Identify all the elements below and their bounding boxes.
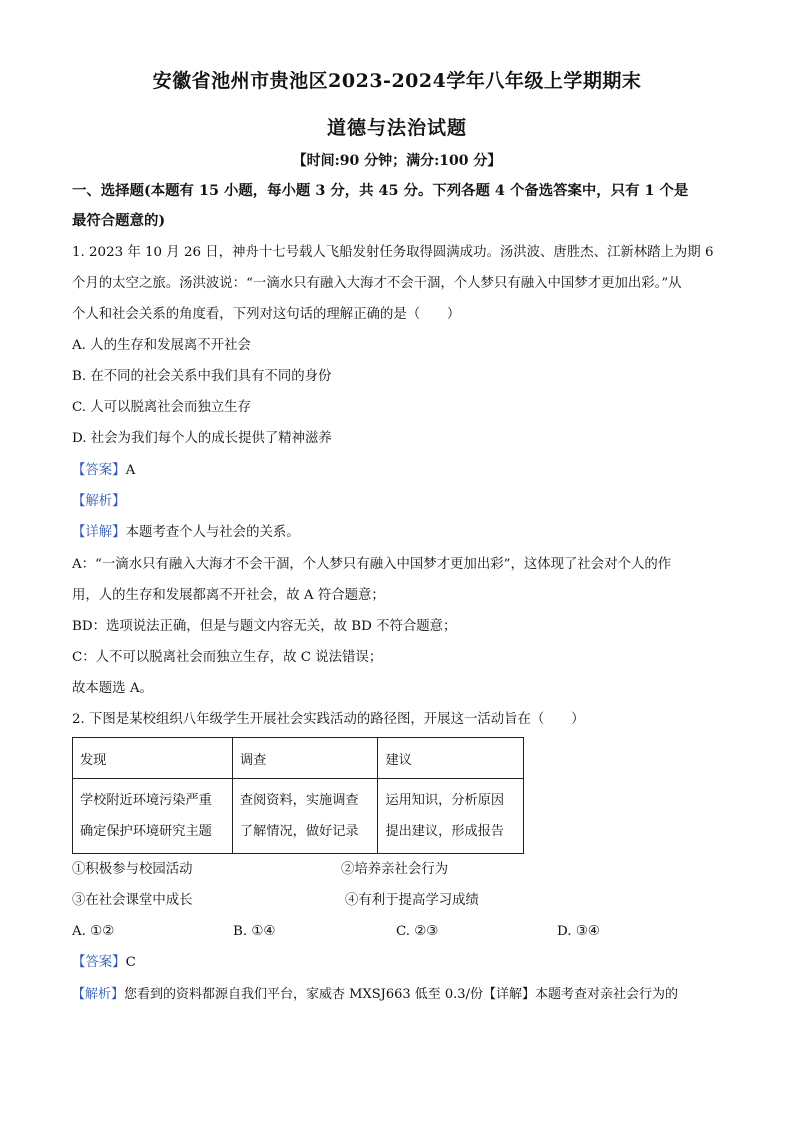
page-subtitle: 道德与法治试题 xyxy=(326,117,467,139)
q2-item-2: ②培养亲社会行为 xyxy=(341,862,449,877)
q1-option-c: C. 人可以脱离社会而独立生存 xyxy=(72,400,251,415)
cell-line: 提出建议，形成报告 xyxy=(385,824,505,839)
activity-route-table xyxy=(72,737,524,854)
answer-tag: 【答案】 xyxy=(72,463,126,478)
q1-explanation: BD：选项说法正确，但是与题文内容无关，故 BD 不符合题意； xyxy=(72,619,457,634)
table-header: 发现 xyxy=(73,738,233,779)
table-cell xyxy=(73,779,233,854)
q1-analysis-tag xyxy=(72,492,732,512)
q2-analysis xyxy=(72,985,732,1005)
q2-item-1: ①积极参与校园活动 xyxy=(72,862,193,877)
answer-value: C xyxy=(125,955,136,970)
q1-answer xyxy=(72,461,732,481)
q1-stem: 1. 2023 年 10 月 26 日，神舟十七号载人飞船发射任务取得圆满成功。汤洪波、唐胜杰、江新林踏上为期 6 xyxy=(72,245,714,260)
q2-stem: 2. 下图是某校组织八年级学生开展社会实践活动的路径图，开展这一活动旨在（ ） xyxy=(72,712,585,727)
analysis-tag: 【解析】 xyxy=(72,987,125,1002)
q2-choice-b: B. ①④ xyxy=(233,924,276,939)
answer-tag: 【答案】 xyxy=(72,955,126,970)
q2-item-3: ③在社会课堂中成长 xyxy=(72,893,193,908)
q2-choice-d: D. ③④ xyxy=(557,924,600,939)
analysis-tag: 【解析】 xyxy=(72,494,126,509)
q1-explanation: 用，人的生存和发展都离不开社会，故 A 符合题意； xyxy=(72,588,385,603)
section-heading: 一、选择题(本题有 15 小题，每小题 3 分，共 45 分。下列各题 4 个备选答案中，只有 1 个是 xyxy=(72,182,689,199)
q1-option-d: D. 社会为我们每个人的成长提供了精神滋养 xyxy=(72,431,332,446)
detail-text: 本题考查个人与社会的关系。 xyxy=(125,525,300,540)
q2-item-4: ④有利于提高学习成绩 xyxy=(345,893,479,908)
cell-line: 运用知识，分析原因 xyxy=(385,793,505,808)
section-heading-cont: 最符合题意的) xyxy=(72,212,166,229)
q1-stem-cont: 个月的太空之旅。汤洪波说：“一滴水只有融入大海才不会干涸，个人梦只有融入中国梦才更加出彩。”从 xyxy=(72,276,682,291)
q1-explanation: 故本题选 A。 xyxy=(72,681,153,696)
cell-line: 查阅资料，实施调查 xyxy=(239,793,359,808)
cell-line: 学校附近环境污染严重 xyxy=(80,793,212,808)
table-header: 调查 xyxy=(232,738,378,779)
table-cell xyxy=(232,779,378,854)
q2-answer xyxy=(72,953,732,973)
q1-explanation: C：人不可以脱离社会而独立生存，故 C 说法错误； xyxy=(72,650,383,665)
q1-option-b: B. 在不同的社会关系中我们具有不同的身份 xyxy=(72,369,332,384)
detail-tag: 【详解】 xyxy=(72,525,126,540)
page-title: 安徽省池州市贵池区2023-2024学年八年级上学期期末 xyxy=(152,70,642,92)
q1-option-a: A. 人的生存和发展离不开社会 xyxy=(72,338,251,353)
q2-choice-c: C. ②③ xyxy=(396,924,439,939)
q1-stem-cont: 个人和社会关系的角度看，下列对这句话的理解正确的是（ ） xyxy=(72,307,461,322)
cell-line: 确定保护环境研究主题 xyxy=(80,824,212,839)
cell-line: 了解情况，做好记录 xyxy=(239,824,359,839)
q1-explanation: A：“一滴水只有融入大海才不会干涸，个人梦只有融入中国梦才更加出彩”，这体现了社会对个人的作 xyxy=(72,557,672,572)
q2-choice-a: A. ①② xyxy=(72,924,115,939)
table-header: 建议 xyxy=(378,738,524,779)
exam-meta: 【时间:90 分钟；满分:100 分】 xyxy=(292,153,502,169)
analysis-text: 您看到的资料都源自我们平台，家威杏 MXSJ663 低至 0.3/份【详解】本题考查对亲社会行为的 xyxy=(124,987,678,1002)
table-cell xyxy=(378,779,524,854)
q1-detail xyxy=(72,523,732,543)
answer-value: A xyxy=(125,463,136,478)
